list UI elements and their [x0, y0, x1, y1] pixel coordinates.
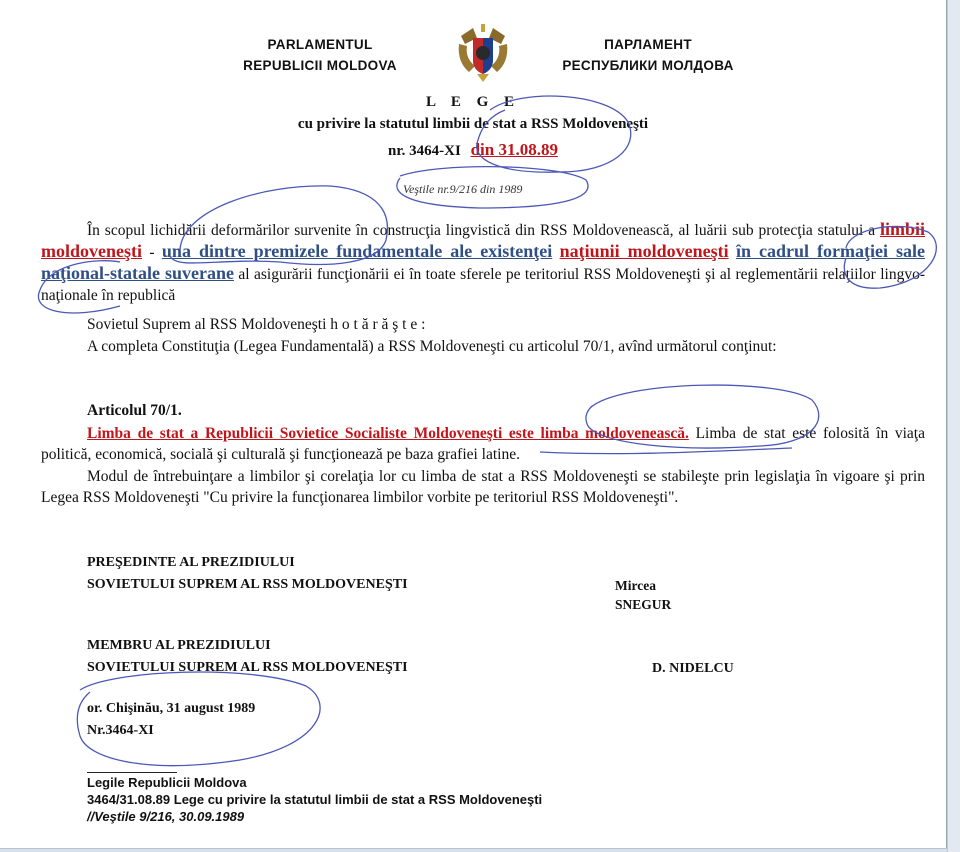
preamble-paragraph	[41, 219, 925, 306]
coat-of-arms-icon	[455, 22, 511, 84]
article-red-text: Limba de stat a Republicii Sovietice Socialiste Moldoveneşti este limba moldovenească.	[87, 425, 689, 442]
footer-line1: Legile Republicii Moldova	[87, 775, 247, 790]
preamble-text-a: În scopul lichidării deformărilor survenite în construcţia lingvistică din RSS Moldovenească, al luării sub protecţia statului a	[87, 222, 876, 239]
header-left-line2: REPUBLICII MOLDOVA	[243, 58, 397, 73]
footer-rule	[87, 772, 177, 773]
signature-president	[87, 552, 408, 596]
footer-citation	[87, 774, 542, 825]
header-right-line2: РЕСПУБЛИКИ МОЛДОВА	[562, 58, 734, 73]
preamble-dash: -	[142, 244, 162, 261]
signature-member	[87, 635, 408, 679]
law-number-line	[0, 140, 946, 160]
article-paragraph-2: Modul de întrebuinţare a limbilor şi corelaţia lor cu limba de stat a RSS Moldoveneşti se stabileşte prin legislaţia în vigoare şi prin Legea RSS Moldoveneşti "Cu privire la funcţionarea limbilor vorbite pe teritoriul RSS Moldoveneşti".	[41, 468, 925, 506]
header-right-line1: ПАРЛАМЕНТ	[604, 37, 692, 52]
member-title-1: MEMBRU AL PREZIDIULUI	[87, 638, 271, 653]
header-right	[548, 34, 748, 76]
vertical-scrollbar[interactable]	[947, 0, 960, 852]
signature-snegur	[615, 576, 671, 614]
member-title-2: SOVIETULUI SUPREM AL RSS MOLDOVENEŞTI	[87, 660, 408, 675]
header-left	[220, 34, 420, 76]
snegur-last: SNEGUR	[615, 597, 672, 612]
footer-line2: 3464/31.08.89 Lege cu privire la statutul limbii de stat a RSS Moldoveneşti	[87, 792, 543, 807]
article-title: Articolul 70/1.	[87, 402, 182, 419]
vestile-reference: Veştile nr.9/216 din 1989	[403, 182, 523, 196]
header-left-line1: PARLAMENTUL	[267, 37, 373, 52]
place-date: or. Chişinău, 31 august 1989	[87, 701, 256, 716]
preamble-premize: una dintre premizele fundamentale ale existenţei	[161, 241, 553, 261]
preamble-formatiei: în cadrul formaţiei sale naţional-statale suverane	[41, 241, 926, 283]
snegur-first: Mircea	[615, 578, 656, 593]
preamble-text-g: al asigurării funcţionării ei în toate sferele pe teritoriul RSS Moldoveneşti şi al reglementării relaţiilor lingvo-naţionale în republică	[41, 266, 925, 304]
amend-paragraph: A completa Constituţia (Legea Fundamentală) a RSS Moldoveneşti cu articolul 70/1, avînd următorul conţinut:	[87, 338, 777, 355]
place-and-number	[87, 698, 255, 742]
footer-line3: //Veştile 9/216, 30.09.1989	[87, 809, 245, 824]
law-title: L E G E	[425, 94, 521, 110]
article-paragraph-1	[41, 423, 925, 465]
law-date: din 31.08.89	[470, 140, 558, 159]
preamble-limbii: limbii moldoveneşti	[41, 219, 925, 261]
decree-number: Nr.3464-XI	[87, 723, 154, 738]
president-title-2: SOVIETULUI SUPREM AL RSS MOLDOVENEŞTI	[87, 577, 408, 592]
decree-line: Sovietul Suprem al RSS Moldoveneşti h o t ă r ă ş t e :	[87, 316, 426, 333]
preamble-natiunii: naţiunii moldoveneşti	[559, 241, 729, 261]
law-number: nr. 3464-XI	[388, 143, 461, 159]
law-subtitle: cu privire la statutul limbii de stat a RSS Moldoveneşti	[297, 116, 649, 132]
signature-nidelcu: D. NIDELCU	[652, 661, 734, 676]
article-rest: Limba de stat este folosită în viaţa politică, economică, socială şi culturală şi funcţionează pe baza grafiei latine.	[41, 425, 925, 463]
president-title-1: PREŞEDINTE AL PREZIDIULUI	[87, 555, 295, 570]
